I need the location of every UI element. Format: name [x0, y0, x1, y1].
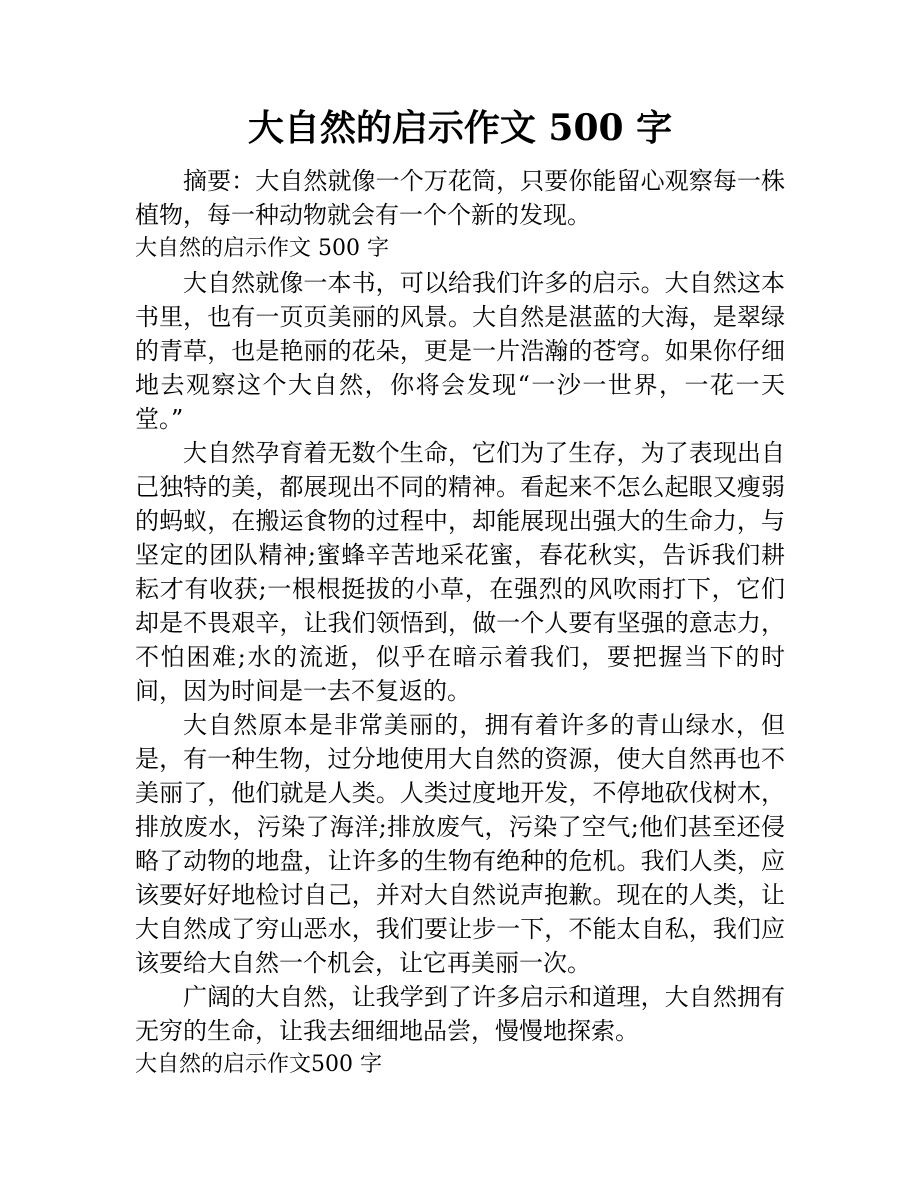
subheading: 大自然的启示作文 500 字 [135, 236, 389, 261]
abstract-paragraph: 摘要：大自然就像一个万花筒，只要你能留心观察每一株植物，每一种动物就会有一个个新的发现。 [135, 167, 785, 229]
footer-heading: 大自然的启示作文500 字 [135, 1052, 382, 1077]
body-paragraph-4: 广阔的大自然，让我学到了许多启示和道理，大自然拥有无穷的生命，让我去细细地品尝，慢慢地探索。 [135, 983, 785, 1045]
body-paragraph-3: 大自然原本是非常美丽的，拥有着许多的青山绿水，但是，有一种生物，过分地使用大自然的资源，使大自然再也不美丽了，他们就是人类。人类过度地开发，不停地砍伐树木，排放废水，污染了海洋;排放废气，污染了空气;他们甚至还侵略了动物的地盘，让许多的生物有绝种的危机。我们人类，应该要好好地检讨自己，并对大自然说声抱歉。现在的人类，让大自然成了穷山恶水，我们要让步一下，不能太自私，我们应该要给大自然一个机会，让它再美丽一次。 [135, 711, 785, 977]
body-paragraph-2: 大自然孕育着无数个生命，它们为了生存，为了表现出自己独特的美，都展现出不同的精神。看起来不怎么起眼又瘦弱的蚂蚁，在搬运食物的过程中，却能展现出强大的生命力，与坚定的团队精神;蜜蜂辛苦地采花蜜，春花秋实，告诉我们耕耘才有收获;一根根挺拔的小草，在强烈的风吹雨打下，它们却是不畏艰辛，让我们领悟到，做一个人要有坚强的意志力，不怕困难;水的流逝，似乎在暗示着我们，要把握当下的时间，因为时间是一去不复返的。 [135, 439, 785, 705]
body-paragraph-1: 大自然就像一本书，可以给我们许多的启示。大自然这本书里，也有一页页美丽的风景。大自然是湛蓝的大海，是翠绿的青草，也是艳丽的花朵，更是一片浩瀚的苍穹。如果你仔细地去观察这个大自然，你将会发现“一沙一世界，一花一天堂。” [135, 269, 785, 433]
document-title: 大自然的启示作文 500 字 [247, 107, 673, 149]
